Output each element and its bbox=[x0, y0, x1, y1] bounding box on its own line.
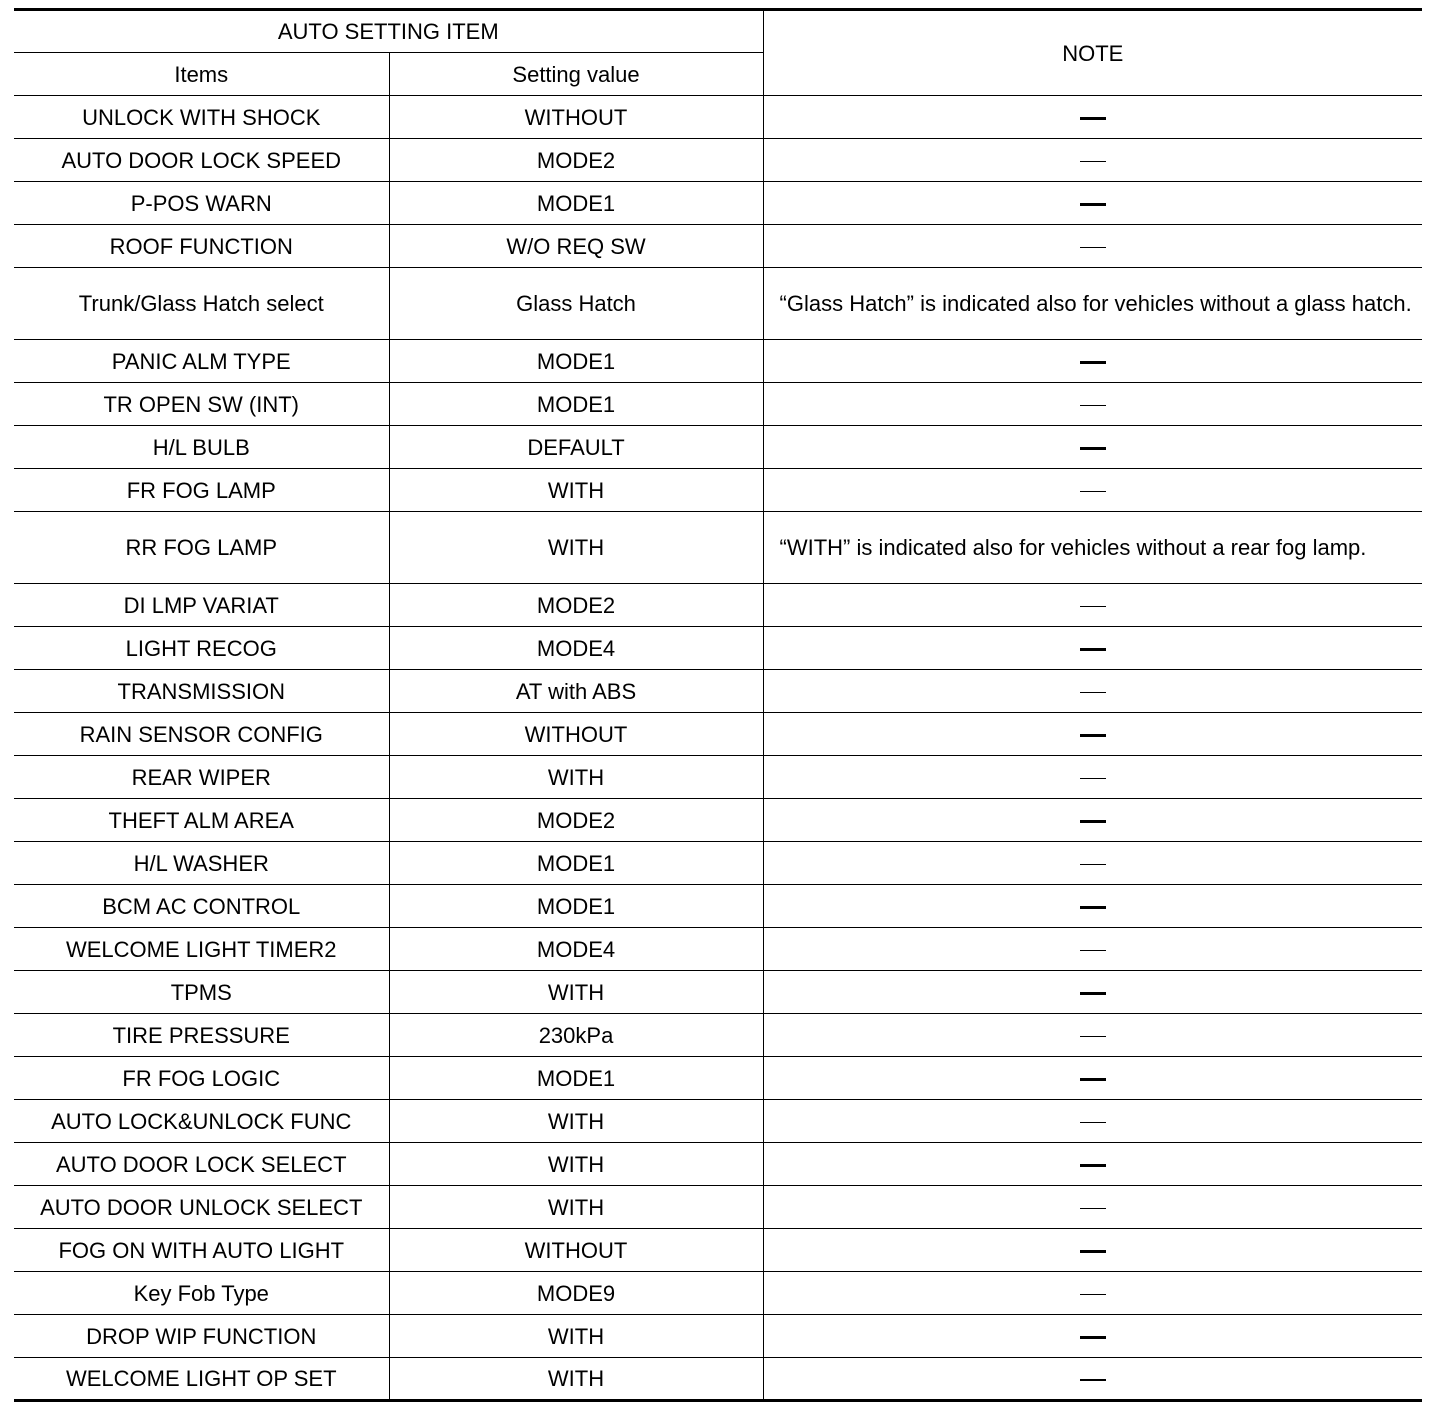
em-dash-mark bbox=[1080, 1122, 1106, 1124]
item-cell: RAIN SENSOR CONFIG bbox=[14, 713, 389, 756]
item-cell: WELCOME LIGHT TIMER2 bbox=[14, 928, 389, 971]
table-row bbox=[14, 584, 1422, 627]
table-row bbox=[14, 842, 1422, 885]
em-dash-mark bbox=[1080, 950, 1106, 952]
item-cell: AUTO LOCK&UNLOCK FUNC bbox=[14, 1100, 389, 1143]
item-cell: WELCOME LIGHT OP SET bbox=[14, 1358, 389, 1401]
note-cell-empty bbox=[763, 584, 1422, 627]
item-cell: UNLOCK WITH SHOCK bbox=[14, 96, 389, 139]
item-cell: TIRE PRESSURE bbox=[14, 1014, 389, 1057]
item-cell: H/L WASHER bbox=[14, 842, 389, 885]
item-cell: FOG ON WITH AUTO LIGHT bbox=[14, 1229, 389, 1272]
table-row bbox=[14, 469, 1422, 512]
note-cell-empty bbox=[763, 1358, 1422, 1401]
auto-setting-table bbox=[14, 8, 1422, 1402]
setting-value-cell: MODE1 bbox=[389, 340, 763, 383]
item-cell: TRANSMISSION bbox=[14, 670, 389, 713]
setting-value-cell: MODE2 bbox=[389, 584, 763, 627]
setting-value-cell: MODE2 bbox=[389, 139, 763, 182]
em-dash-mark bbox=[1080, 1250, 1106, 1253]
note-cell-empty bbox=[763, 1014, 1422, 1057]
note-cell-empty bbox=[763, 426, 1422, 469]
em-dash-mark bbox=[1080, 820, 1106, 823]
note-cell-empty bbox=[763, 799, 1422, 842]
setting-value-cell: MODE4 bbox=[389, 928, 763, 971]
setting-value-cell: WITH bbox=[389, 512, 763, 584]
setting-value-cell: MODE1 bbox=[389, 1057, 763, 1100]
em-dash-mark bbox=[1080, 992, 1106, 995]
note-cell-empty bbox=[763, 383, 1422, 426]
setting-value-cell: MODE1 bbox=[389, 842, 763, 885]
note-cell-empty bbox=[763, 1100, 1422, 1143]
setting-value-cell: WITH bbox=[389, 1358, 763, 1401]
setting-value-cell: WITHOUT bbox=[389, 96, 763, 139]
em-dash-mark bbox=[1080, 864, 1106, 866]
setting-value-cell: WITHOUT bbox=[389, 713, 763, 756]
note-cell-empty bbox=[763, 469, 1422, 512]
table-row bbox=[14, 1100, 1422, 1143]
table-row bbox=[14, 971, 1422, 1014]
item-cell: REAR WIPER bbox=[14, 756, 389, 799]
item-cell: Trunk/Glass Hatch select bbox=[14, 268, 389, 340]
item-cell: AUTO DOOR LOCK SPEED bbox=[14, 139, 389, 182]
item-cell: BCM AC CONTROL bbox=[14, 885, 389, 928]
em-dash-mark bbox=[1080, 906, 1106, 909]
setting-value-cell: WITH bbox=[389, 1315, 763, 1358]
table-row bbox=[14, 1014, 1422, 1057]
em-dash-mark bbox=[1080, 1036, 1106, 1038]
item-cell: PANIC ALM TYPE bbox=[14, 340, 389, 383]
setting-value-cell: WITH bbox=[389, 1186, 763, 1229]
em-dash-mark bbox=[1080, 1208, 1106, 1210]
table-row bbox=[14, 1358, 1422, 1401]
table-row bbox=[14, 799, 1422, 842]
em-dash-mark bbox=[1080, 361, 1106, 364]
note-cell: “Glass Hatch” is indicated also for vehicles without a glass hatch. bbox=[763, 268, 1422, 340]
note-cell-empty bbox=[763, 1272, 1422, 1315]
em-dash-mark bbox=[1080, 405, 1106, 407]
item-cell: Key Fob Type bbox=[14, 1272, 389, 1315]
item-cell: RR FOG LAMP bbox=[14, 512, 389, 584]
em-dash-mark bbox=[1080, 648, 1106, 651]
note-cell-empty bbox=[763, 1057, 1422, 1100]
table-row bbox=[14, 756, 1422, 799]
item-cell: P-POS WARN bbox=[14, 182, 389, 225]
item-cell: FR FOG LAMP bbox=[14, 469, 389, 512]
setting-value-cell: MODE1 bbox=[389, 182, 763, 225]
em-dash-mark bbox=[1080, 491, 1106, 493]
setting-value-cell: 230kPa bbox=[389, 1014, 763, 1057]
setting-value-cell: W/O REQ SW bbox=[389, 225, 763, 268]
note-cell-empty bbox=[763, 139, 1422, 182]
em-dash-mark bbox=[1080, 1164, 1106, 1167]
em-dash-mark bbox=[1080, 734, 1106, 737]
setting-value-cell: Glass Hatch bbox=[389, 268, 763, 340]
table-row bbox=[14, 627, 1422, 670]
em-dash-mark bbox=[1080, 447, 1106, 450]
item-cell: DROP WIP FUNCTION bbox=[14, 1315, 389, 1358]
setting-value-cell: MODE9 bbox=[389, 1272, 763, 1315]
item-cell: DI LMP VARIAT bbox=[14, 584, 389, 627]
table-row bbox=[14, 426, 1422, 469]
table-row bbox=[14, 928, 1422, 971]
setting-value-cell: AT with ABS bbox=[389, 670, 763, 713]
em-dash-mark bbox=[1080, 692, 1106, 694]
note-cell-empty bbox=[763, 1229, 1422, 1272]
em-dash-mark bbox=[1080, 1078, 1106, 1081]
table-row bbox=[14, 383, 1422, 426]
item-cell: LIGHT RECOG bbox=[14, 627, 389, 670]
table-row bbox=[14, 885, 1422, 928]
note-cell-empty bbox=[763, 1186, 1422, 1229]
note-cell-empty bbox=[763, 713, 1422, 756]
item-cell: AUTO DOOR UNLOCK SELECT bbox=[14, 1186, 389, 1229]
table-row bbox=[14, 1057, 1422, 1100]
note-cell-empty bbox=[763, 1315, 1422, 1358]
em-dash-mark bbox=[1080, 778, 1106, 780]
note-cell-empty bbox=[763, 1143, 1422, 1186]
note-header: NOTE bbox=[763, 10, 1422, 96]
table-row bbox=[14, 96, 1422, 139]
em-dash-mark bbox=[1080, 1336, 1106, 1339]
table-row bbox=[14, 512, 1422, 584]
note-cell-empty bbox=[763, 670, 1422, 713]
table-row bbox=[14, 713, 1422, 756]
em-dash-mark bbox=[1080, 247, 1106, 249]
items-header: Items bbox=[14, 53, 389, 96]
table-body bbox=[14, 96, 1422, 1401]
em-dash-mark bbox=[1080, 117, 1106, 120]
item-cell: H/L BULB bbox=[14, 426, 389, 469]
note-cell-empty bbox=[763, 627, 1422, 670]
item-cell: AUTO DOOR LOCK SELECT bbox=[14, 1143, 389, 1186]
em-dash-mark bbox=[1080, 1294, 1106, 1296]
setting-value-cell: WITH bbox=[389, 469, 763, 512]
item-cell: TR OPEN SW (INT) bbox=[14, 383, 389, 426]
em-dash-mark bbox=[1080, 606, 1106, 608]
table-row bbox=[14, 670, 1422, 713]
table-row bbox=[14, 1229, 1422, 1272]
table-row bbox=[14, 268, 1422, 340]
note-cell-empty bbox=[763, 842, 1422, 885]
em-dash-mark bbox=[1080, 203, 1106, 206]
item-cell: FR FOG LOGIC bbox=[14, 1057, 389, 1100]
setting-value-cell: MODE1 bbox=[389, 383, 763, 426]
setting-value-cell: WITH bbox=[389, 1100, 763, 1143]
note-cell: “WITH” is indicated also for vehicles without a rear fog lamp. bbox=[763, 512, 1422, 584]
note-cell-empty bbox=[763, 971, 1422, 1014]
setting-value-cell: WITHOUT bbox=[389, 1229, 763, 1272]
table-row bbox=[14, 225, 1422, 268]
note-cell-empty bbox=[763, 885, 1422, 928]
auto-setting-item-header: AUTO SETTING ITEM bbox=[14, 10, 763, 53]
setting-value-cell: WITH bbox=[389, 1143, 763, 1186]
table-row bbox=[14, 1186, 1422, 1229]
setting-value-cell: WITH bbox=[389, 971, 763, 1014]
table-row bbox=[14, 1143, 1422, 1186]
item-cell: TPMS bbox=[14, 971, 389, 1014]
setting-value-cell: MODE2 bbox=[389, 799, 763, 842]
setting-value-cell: DEFAULT bbox=[389, 426, 763, 469]
setting-value-cell: WITH bbox=[389, 756, 763, 799]
table-row bbox=[14, 340, 1422, 383]
table-row bbox=[14, 182, 1422, 225]
setting-value-cell: MODE1 bbox=[389, 885, 763, 928]
item-cell: THEFT ALM AREA bbox=[14, 799, 389, 842]
em-dash-mark bbox=[1080, 161, 1106, 163]
table-row bbox=[14, 1315, 1422, 1358]
note-cell-empty bbox=[763, 182, 1422, 225]
note-cell-empty bbox=[763, 756, 1422, 799]
item-cell: ROOF FUNCTION bbox=[14, 225, 389, 268]
setting-value-header: Setting value bbox=[389, 53, 763, 96]
note-cell-empty bbox=[763, 340, 1422, 383]
note-cell-empty bbox=[763, 225, 1422, 268]
table-row bbox=[14, 1272, 1422, 1315]
header-row-group bbox=[14, 10, 1422, 53]
note-cell-empty bbox=[763, 928, 1422, 971]
setting-value-cell: MODE4 bbox=[389, 627, 763, 670]
note-cell-empty bbox=[763, 96, 1422, 139]
table-row bbox=[14, 139, 1422, 182]
